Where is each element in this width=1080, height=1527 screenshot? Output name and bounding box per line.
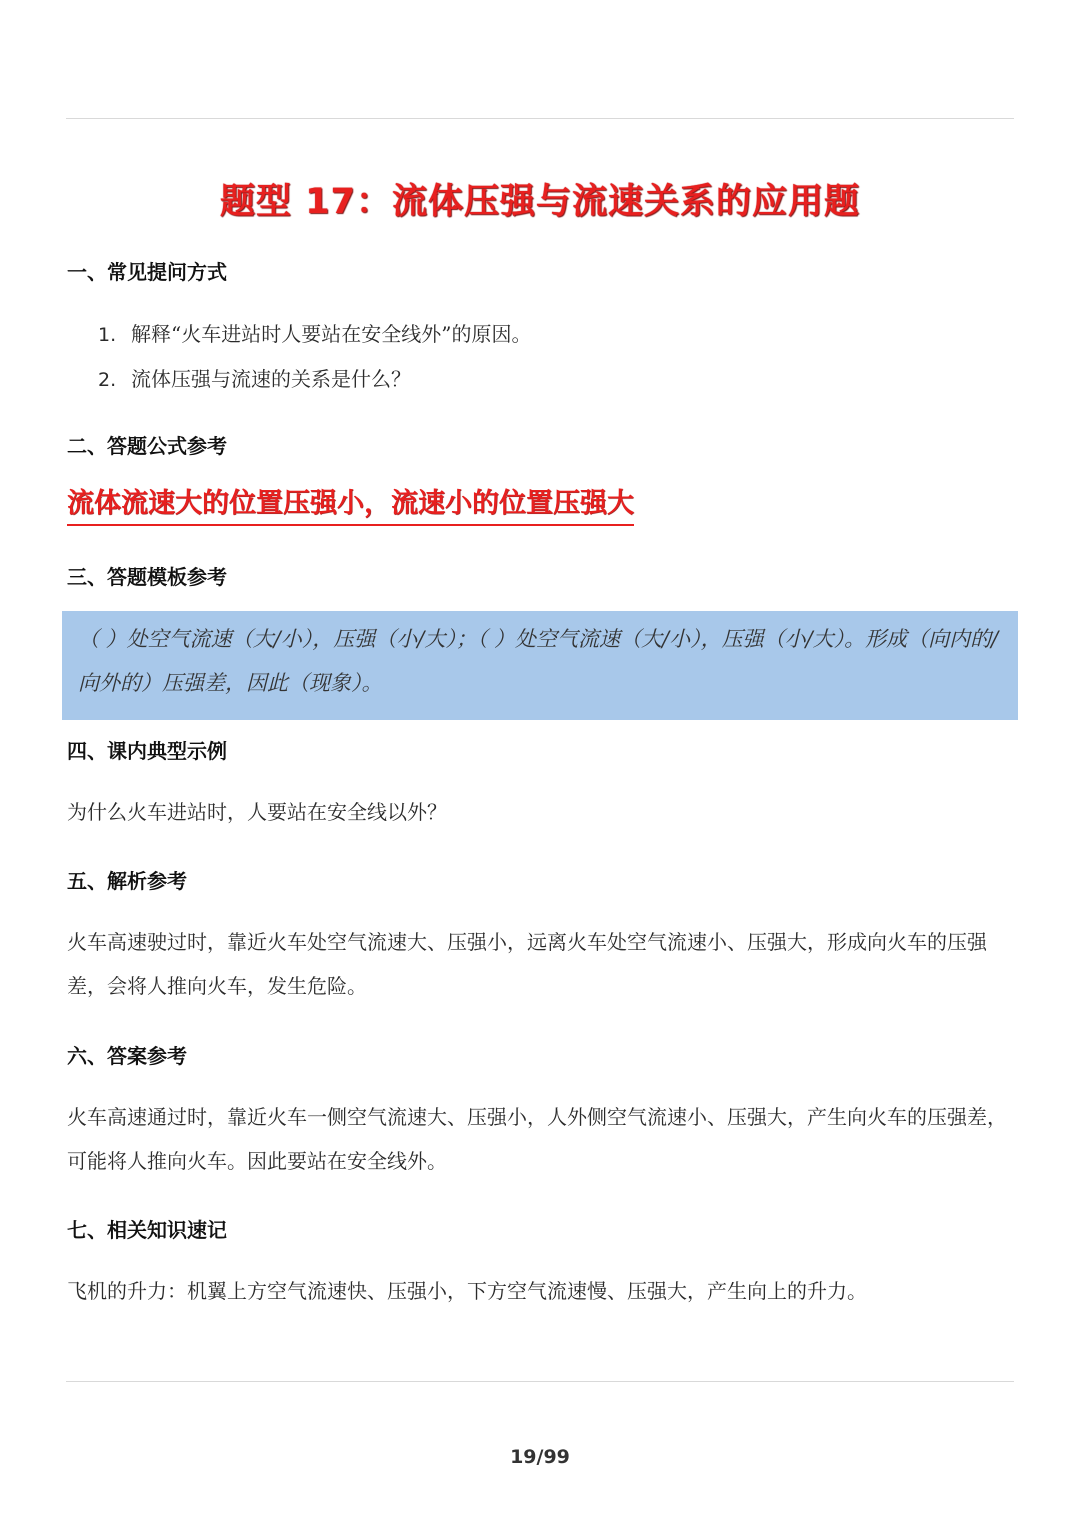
section-heading-formula: 二、答题公式参考 xyxy=(67,434,227,458)
page-number: 19/99 xyxy=(510,1446,570,1468)
bottom-divider xyxy=(66,1381,1014,1382)
example-question: 为什么火车进站时，人要站在安全线以外？ xyxy=(67,800,447,824)
section-heading-example: 四、课内典型示例 xyxy=(67,739,227,763)
section-heading-question-styles: 一、常见提问方式 xyxy=(67,260,227,284)
answer-template-box xyxy=(62,611,1018,720)
list-item: 1. 解释“火车进站时人要站在安全线外”的原因。 xyxy=(98,322,532,346)
page-title: 题型 17：流体压强与流速关系的应用题 xyxy=(220,182,860,222)
section-heading-template: 三、答题模板参考 xyxy=(67,565,227,589)
list-item: 2. 流体压强与流速的关系是什么？ xyxy=(98,367,411,391)
answer-template-text: （ ）处空气流速（大/小），压强（小/大）；（ ）处空气流速（大/小），压强（小/大）。形成（向内的/向外的）压强差，因此（现象）。 xyxy=(78,627,999,695)
knowledge-text: 飞机的升力：机翼上方空气流速快、压强小，下方空气流速慢、压强大，产生向上的升力。 xyxy=(67,1279,867,1303)
section-heading-answer: 六、答案参考 xyxy=(67,1044,187,1068)
answer-formula: 流体流速大的位置压强小，流速小的位置压强大 xyxy=(67,484,634,526)
section-heading-knowledge: 七、相关知识速记 xyxy=(67,1218,227,1242)
question-list xyxy=(98,312,531,402)
answer-text: 火车高速通过时，靠近火车一侧空气流速大、压强小，人外侧空气流速小、压强大，产生向火车的压强差，可能将人推向火车。因此要站在安全线外。 xyxy=(67,1105,1007,1173)
analysis-text: 火车高速驶过时，靠近火车处空气流速大、压强小，远离火车处空气流速小、压强大，形成向火车的压强差，会将人推向火车，发生危险。 xyxy=(67,930,987,998)
section-heading-analysis: 五、解析参考 xyxy=(67,869,187,893)
top-divider xyxy=(66,118,1014,119)
